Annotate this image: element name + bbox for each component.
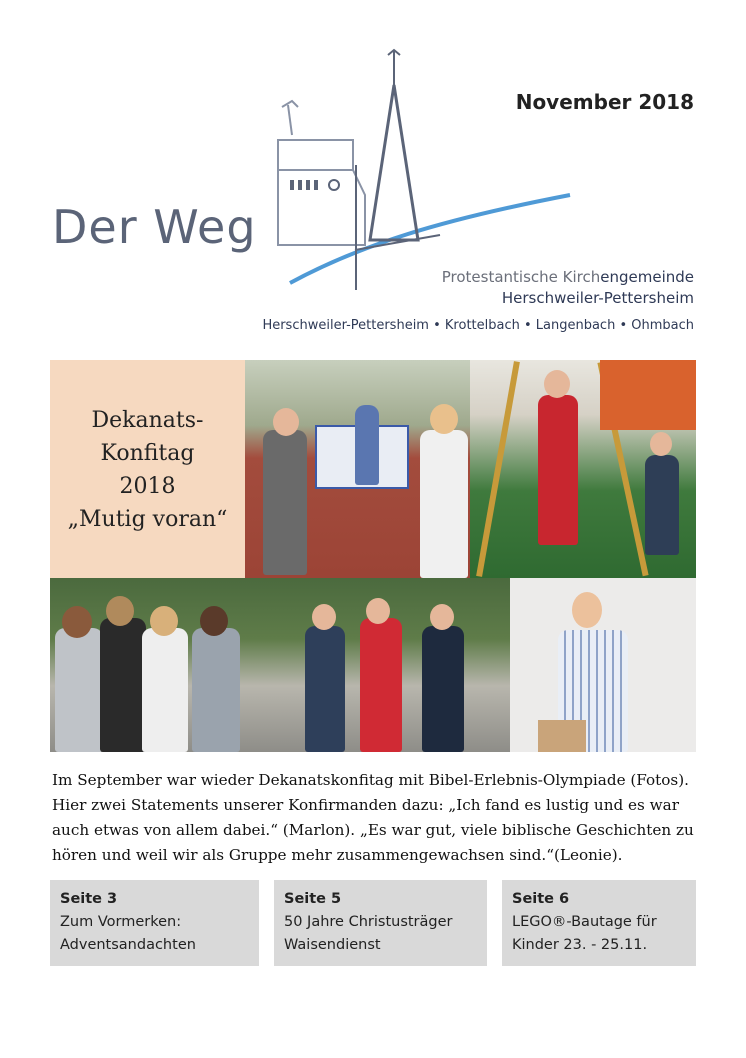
page-ref-line1: 50 Jahre Christusträger (284, 914, 453, 930)
village-list: Herschweiler-Pettersheim • Krottelbach • Langenbach • Ohmbach (262, 318, 694, 333)
event-title-line3: 2018 (119, 474, 176, 499)
parish-name-prefix: Protestantische Kirch (441, 268, 601, 286)
event-motto: „Mutig voran“ (67, 507, 228, 532)
parish-name-suffix: engemeinde (600, 268, 694, 286)
church-logo-icon (270, 45, 590, 295)
page-ref-box-3[interactable] (50, 880, 259, 966)
page-ref-box-6[interactable] (502, 880, 696, 966)
photo-group-outdoors (50, 578, 510, 752)
page-ref-line1: LEGO®-Bautage für (512, 914, 657, 930)
parish-name-line1 (442, 268, 694, 286)
page-references (50, 880, 696, 966)
page-ref-line2: Adventsandachten (60, 937, 196, 953)
event-title-line2: Konfitag (100, 441, 195, 466)
photo-collage (50, 360, 696, 752)
issue-date: November 2018 (515, 90, 694, 114)
event-title-panel (50, 360, 245, 578)
page-ref-box-5[interactable] (274, 880, 487, 966)
parish-name-line2: Herschweiler-Pettersheim (501, 289, 694, 307)
newsletter-title: Der Weg (52, 200, 257, 254)
page-ref-title: Seite 6 (512, 891, 570, 907)
event-title-line1: Dekanats- (91, 408, 204, 433)
page-ref-title: Seite 3 (60, 891, 118, 907)
page-ref-line1: Zum Vormerken: (60, 914, 182, 930)
event-title-text (50, 404, 245, 536)
article-caption: Im September war wieder Dekanatskonfitag mit Bibel-Erlebnis-Olympiade (Fotos). Hier zwei Statements unserer Konfirmanden dazu: „Ich fand es lustig und es war auch etwas von allem dabei.“ (Marlon). „Es war gut, viele biblische Geschichten zu hören und weil wir als Gruppe mehr zusammengewachsen sind.“(Leonie). (52, 771, 694, 864)
photo-speaker (510, 578, 696, 752)
page-ref-line2: Kinder 23. - 25.11. (512, 937, 648, 953)
page-ref-title: Seite 5 (284, 891, 342, 907)
page-ref-line2: Waisendienst (284, 937, 381, 953)
photo-track-activity (245, 360, 470, 578)
photo-swing-activity (470, 360, 696, 578)
